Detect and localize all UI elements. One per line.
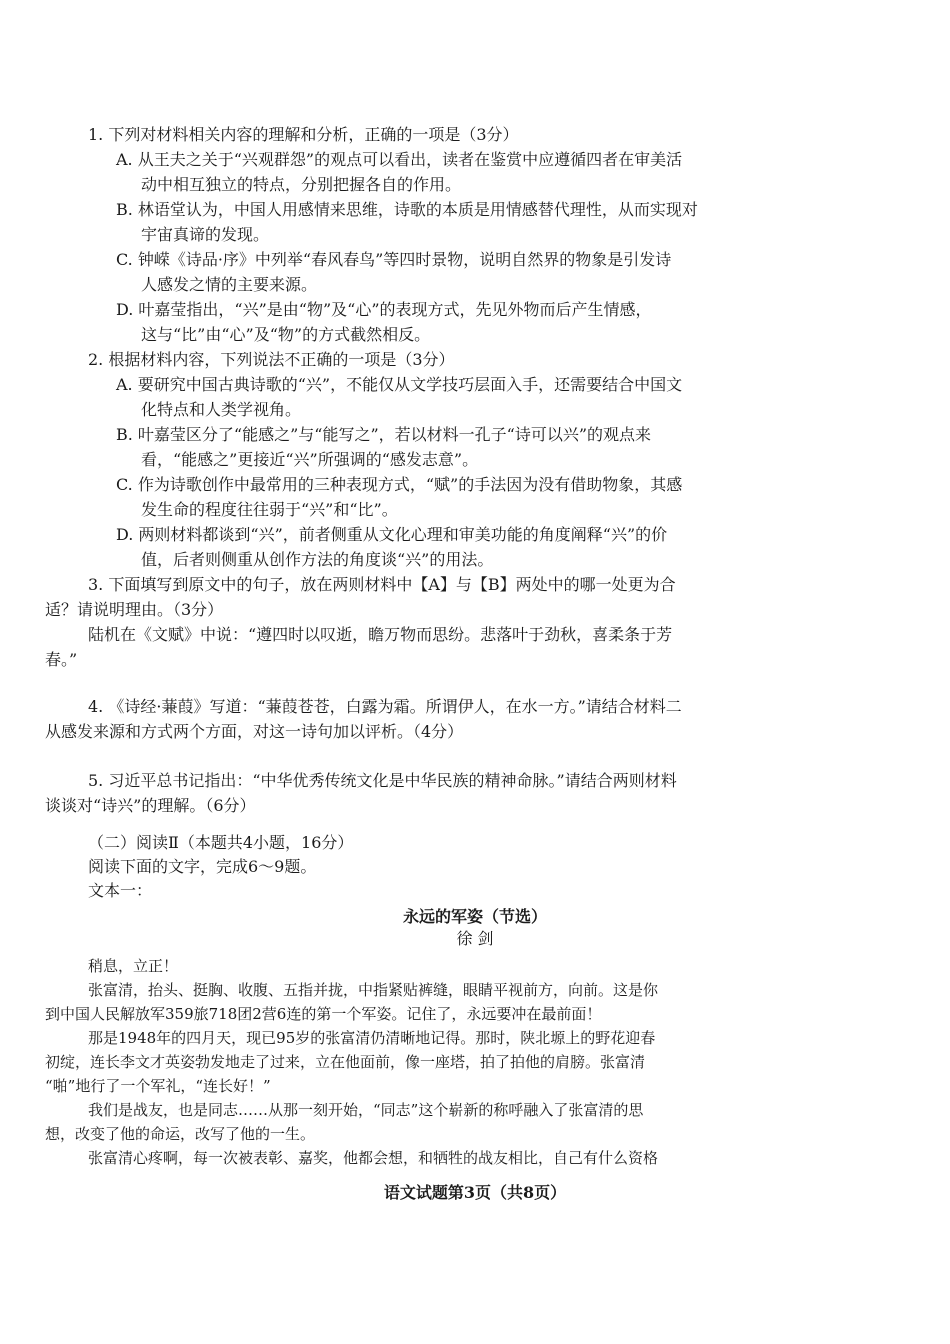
article-paragraph-3-cont-2: “啪”地行了一个军礼，“连长好！”	[45, 1077, 271, 1095]
question-4-line-2: 从感发来源和方式两个方面，对这一诗句加以评析。（4分）	[45, 722, 464, 741]
article-title: 永远的军姿（节选）	[402, 907, 547, 926]
question-2-option-b: B. 叶嘉莹区分了“能感之”与“能写之”，若以材料一孔子“诗可以兴”的观点来	[116, 425, 652, 444]
question-1-option-d: D. 叶嘉莹指出，“兴”是由“物”及“心”的表现方式，先见外物而后产生情感，	[116, 300, 652, 319]
question-1-option-d-cont: 这与“比”由“心”及“物”的方式截然相反。	[141, 325, 431, 344]
question-2-option-c: C. 作为诗歌创作中最常用的三种表现方式，“赋”的手法因为没有借助物象，其感	[116, 475, 683, 494]
question-1-option-b-cont: 宇宙真谛的发现。	[141, 225, 270, 244]
article-paragraph-3-cont-1: 初绽，连长李文才英姿勃发地走了过来，立在他面前，像一座塔，拍了拍他的肩膀。张富清	[45, 1053, 646, 1071]
question-2-option-d: D. 两则材料都谈到“兴”，前者侧重从文化心理和审美功能的角度阐释“兴”的价	[116, 525, 668, 544]
question-1-stem: 1. 下列对材料相关内容的理解和分析，正确的一项是（3分）	[88, 125, 519, 144]
question-1-option-a: A. 从王夫之关于“兴观群怨”的观点可以看出，读者在鉴赏中应遵循四者在审美活	[116, 150, 683, 169]
question-3-quote-cont: 春。”	[45, 650, 78, 669]
article-paragraph-2: 张富清，抬头、挺胸、收腹、五指并拢，中指紧贴裤缝，眼睛平视前方，向前。这是你	[88, 981, 659, 999]
question-5-line-2: 谈谈对“诗兴”的理解。（6分）	[45, 796, 256, 815]
section-2-instruction: 阅读下面的文字，完成6～9题。	[88, 857, 317, 876]
article-paragraph-1: 稍息，立正！	[88, 957, 179, 975]
question-5-line-1: 5. 习近平总书记指出：“中华优秀传统文化是中华民族的精神命脉。”请结合两则材料	[88, 771, 677, 790]
question-3-quote: 陆机在《文赋》中说：“遵四时以叹逝，瞻万物而思纷。悲落叶于劲秋，喜柔条于芳	[88, 625, 673, 644]
question-4-line-1: 4. 《诗经·蒹葭》写道：“蒹葭苍苍，白露为霜。所谓伊人，在水一方。”请结合材料二	[88, 697, 682, 716]
question-1-option-a-cont: 动中相互独立的特点，分别把握各自的作用。	[141, 175, 462, 194]
question-2-option-c-cont: 发生命的程度往往弱于“兴”和“比”。	[141, 500, 398, 519]
question-1-option-c: C. 钟嵘《诗品·序》中列举“春风春鸟”等四时景物，说明自然界的物象是引发诗	[116, 250, 672, 269]
article-paragraph-3: 那是1948年的四月天，现已95岁的张富清仍清晰地记得。那时，陕北塬上的野花迎春	[88, 1029, 656, 1047]
section-2-title: （二）阅读Ⅱ（本题共4小题，16分）	[88, 833, 354, 852]
question-3-line-1: 3. 下面填写到原文中的句子，放在两则材料中【A】与【B】两处中的哪一处更为合	[88, 575, 676, 594]
article-paragraph-4-cont: 想，改变了他的命运，改写了他的一生。	[45, 1125, 316, 1143]
article-paragraph-5: 张富清心疼啊，每一次被表彰、嘉奖，他都会想，和牺牲的战友相比，自己有什么资格	[88, 1149, 659, 1167]
question-3-line-2: 适？请说明理由。（3分）	[45, 600, 224, 619]
question-1-option-b: B. 林语堂认为，中国人用感情来思维，诗歌的本质是用情感替代理性，从而实现对	[116, 200, 698, 219]
article-paragraph-4: 我们是战友，也是同志……从那一刻开始，“同志”这个崭新的称呼融入了张富清的思	[88, 1101, 644, 1119]
page-footer: 语文试题第3页（共8页）	[383, 1183, 567, 1202]
question-2-option-b-cont: 看，“能感之”更接近“兴”所强调的“感发志意”。	[141, 450, 479, 469]
question-2-stem: 2. 根据材料内容，下列说法不正确的一项是（3分）	[88, 350, 455, 369]
question-1-option-c-cont: 人感发之情的主要来源。	[141, 275, 318, 294]
article-author: 徐 剑	[456, 929, 494, 948]
question-2-option-a-cont: 化特点和人类学视角。	[141, 400, 302, 419]
question-2-option-d-cont: 值，后者则侧重从创作方法的角度谈“兴”的用法。	[141, 550, 494, 569]
question-2-option-a: A. 要研究中国古典诗歌的“兴”，不能仅从文学技巧层面入手，还需要结合中国文	[116, 375, 683, 394]
article-paragraph-2-cont: 到中国人民解放军359旅718团2营6连的第一个军姿。记住了，永远要冲在最前面！	[45, 1005, 602, 1023]
text-one-label: 文本一：	[88, 881, 153, 900]
